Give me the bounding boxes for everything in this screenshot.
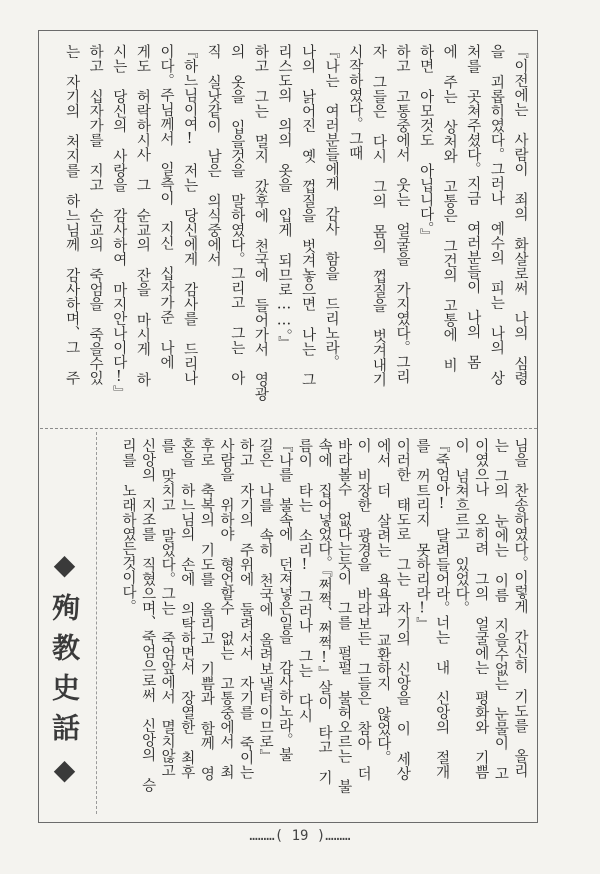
text-column: 『하느님이여! 저는 당신에게 감사를 드리나: [181, 44, 198, 385]
text-column: 하고 그는 멀지 갔후에 천국에 들어가서 영광: [252, 44, 269, 401]
text-column: 을 괴롭히였다。그러나 예수의 피는 나의 상: [488, 44, 505, 385]
text-column: 바라볼수 없다는듯이 그를 펄펄 불허오르는 불: [335, 438, 352, 794]
text-column: 하면 아모것도 아닙니다。』: [417, 44, 434, 243]
title-separator: [96, 432, 97, 814]
text-column: 처를 곳쳐주셨다。지금 여러분들이 나의 몸: [464, 44, 481, 369]
text-column: 리를 노래하였든것이다。: [120, 438, 136, 614]
text-column: 름이 타는 소리! 그러나 그는 다시: [296, 438, 313, 723]
text-column: 하고 십자가를 지고 순교의 죽엄을 죽을수있: [87, 44, 104, 385]
text-column: 『이전에는 사람이 죄의 화살로써 나의 심령: [512, 44, 528, 385]
page-frame-top: [38, 30, 538, 31]
text-column: 속에 집어넣었다。『쩌쩍、쩌쩍!』살이 타고 기: [316, 438, 332, 785]
text-column: 를 맞치고 말었다。그는 죽엄앞에서 멸치않고: [159, 438, 176, 778]
text-column: 에서 더 살려는 욕욕과 교환하지 않었다。: [374, 438, 391, 765]
text-column: 이다。주님께서 일측이 지신 십자가준 나에: [158, 44, 174, 369]
text-column: 에 주는 상처와 고통은 그건의 고통에 비: [441, 44, 458, 372]
text-column: 이였으나 오히려 그의 얼굴에는 평화와 기쁨: [472, 438, 489, 779]
text-column: 사람을 위하야 형언할수 없는 고통중에서 최: [218, 438, 234, 779]
text-column: 『죽엄아! 달려들어라。너는 내 신앙의 절개: [433, 438, 450, 779]
text-column: 나의 낡어진 옛 껍질을 벗겨놓으면 나는 그: [299, 44, 316, 387]
text-column: 시는 당신의 사랑을 감사하여 마지안나이다!』: [110, 44, 127, 400]
text-column: 신앙의 지조를 직혔으며、죽엄으로써 신앙의 승: [139, 438, 156, 792]
page-frame-bottom: [38, 822, 538, 823]
text-column: 시작하였다。그때: [346, 44, 363, 160]
text-column: 이 비장한 광경을 바라보든 그들은 참아 더: [355, 438, 372, 781]
text-column: 님을 찬송하였다。이렇게 간신히 기도를 올리: [512, 438, 528, 778]
page-frame-right: [537, 30, 538, 822]
text-column: 리스도의 의의 옷을 입게 되므로……。』: [276, 44, 292, 351]
section-divider: [40, 428, 537, 429]
page-frame-left: [38, 30, 39, 822]
text-column: 자 그들은 다시 그의 몸의 껍질을 벗겨내기: [370, 44, 387, 387]
series-title: ◆殉教史話◆: [48, 548, 81, 798]
text-column: 게도 허락하시사 그 순교의 잔을 마시게 하: [134, 44, 151, 387]
text-column: 는 그의 눈에는 이름 지을수없는 눈물이 고: [492, 438, 509, 781]
text-column: 직 실낫같이 남은 의식중에서: [205, 44, 222, 266]
text-column: 이 넘쳐흐르고 있었다。: [453, 438, 470, 615]
text-column: 의 옷을 입을것을 말하였다。그리고 그는 아: [228, 44, 245, 385]
text-column: 『나를 불속에 던져넣은일을 감사하노라。불: [276, 438, 293, 762]
text-column: 『나는 여러분들에게 감사 함을 드리노라。: [323, 44, 340, 369]
page-number: ………( 19 )………: [249, 828, 351, 844]
text-column: 는 자기의 처지를 하느님께 감사하며、그 주: [63, 44, 80, 385]
text-column: 이러한 태도로 그는 자기의 신앙을 이 세상: [394, 438, 411, 781]
text-column: 하고 고통중에서 웃는 얼굴을 가지였다。그리: [394, 44, 410, 384]
text-column: 길은 나를 속히 천국에 올려보낼터이므로』: [257, 438, 274, 763]
text-column: 하고 자기의 주위에 둘려서서 자기를 죽이는: [237, 438, 254, 779]
text-column: 혼을 하느님의 손에 의탁하면서 장열한 최후: [178, 438, 195, 779]
text-column: 후로 축복의 기도를 올리고 기쁨과 함께 영: [198, 438, 215, 781]
text-column: 를 꺼트리지 못하리라!』: [414, 438, 430, 631]
